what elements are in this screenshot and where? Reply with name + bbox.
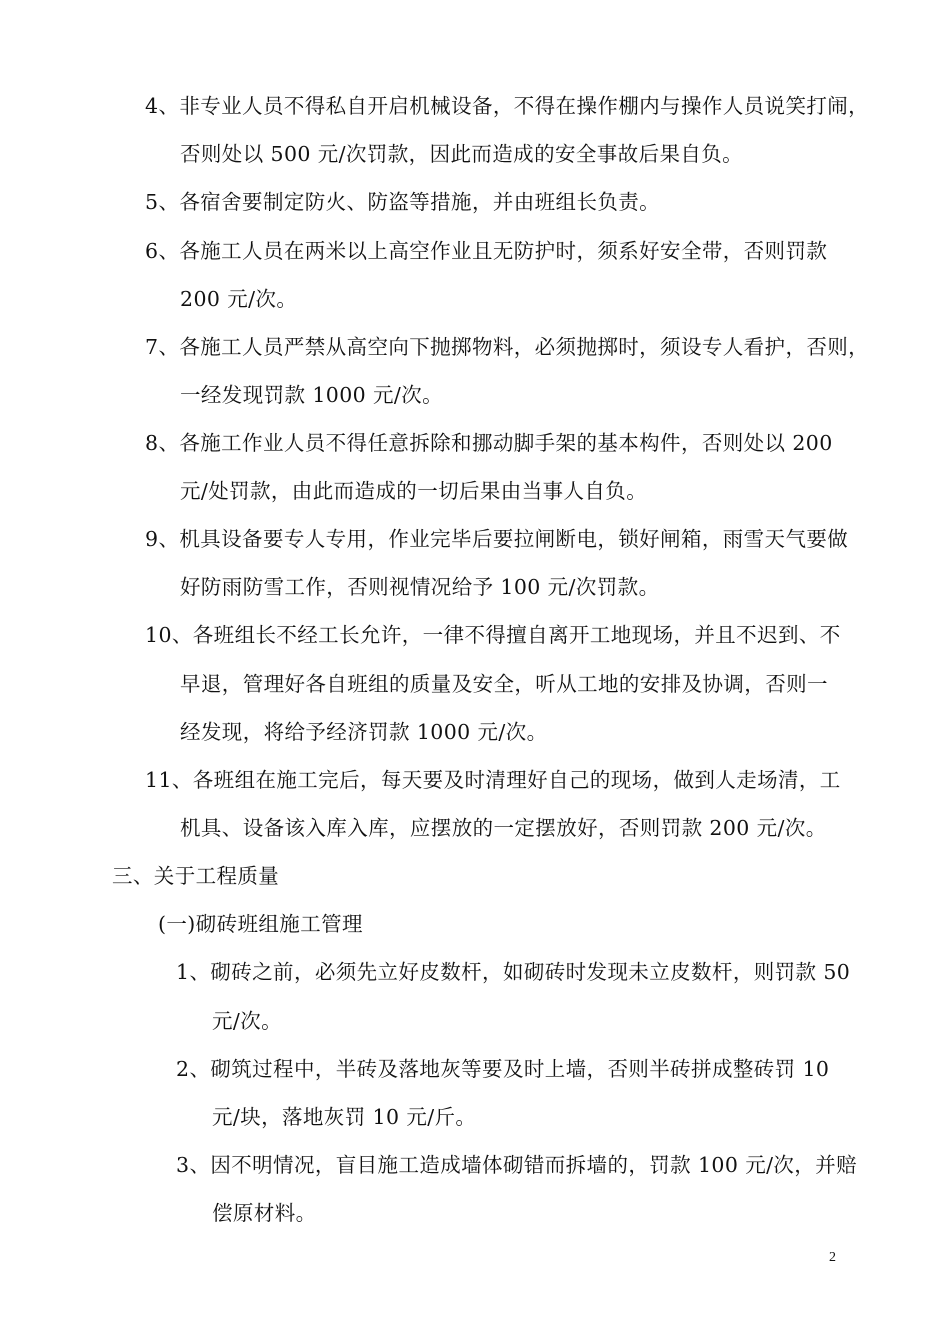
sub-item-1-line-2: 元/次。: [212, 1009, 283, 1033]
item-8-line-2: 元/处罚款，由此而造成的一切后果由当事人自负。: [180, 479, 648, 503]
item-5-line-1: 5、各宿舍要制定防火、防盗等措施，并由班组长负责。: [145, 190, 661, 214]
item-11-line-2: 机具、设备该入库入库，应摆放的一定摆放好，否则罚款 200 元/次。: [180, 816, 827, 840]
item-6-line-2: 200 元/次。: [180, 287, 298, 311]
item-4-line-1: 4、非专业人员不得私自开启机械设备，不得在操作棚内与操作人员说笑打闹，: [145, 94, 870, 118]
subsection-heading: (一)砌砖班组施工管理: [158, 912, 363, 936]
sub-item-3-line-1: 3、因不明情况，盲目施工造成墙体砌错而拆墙的，罚款 100 元/次，并赔: [176, 1153, 858, 1177]
item-7-line-2: 一经发现罚款 1000 元/次。: [180, 383, 444, 407]
item-9-line-2: 好防雨防雪工作，否则视情况给予 100 元/次罚款。: [180, 575, 660, 599]
sub-item-3-line-2: 偿原材料。: [212, 1201, 317, 1225]
section-heading: 三、关于工程质量: [112, 864, 280, 888]
item-10-line-3: 经发现，将给予经济罚款 1000 元/次。: [180, 720, 548, 744]
item-9-line-1: 9、机具设备要专人专用，作业完毕后要拉闸断电，锁好闸箱，雨雪天气要做: [145, 527, 849, 551]
sub-item-2-line-2: 元/块，落地灰罚 10 元/斤。: [212, 1105, 477, 1129]
sub-item-1-line-1: 1、砌砖之前，必须先立好皮数杆，如砌砖时发现未立皮数杆，则罚款 50: [176, 960, 851, 984]
item-8-line-1: 8、各施工作业人员不得任意拆除和挪动脚手架的基本构件，否则处以 200: [145, 431, 833, 455]
item-4-line-2: 否则处以 500 元/次罚款，因此而造成的安全事故后果自负。: [180, 142, 744, 166]
item-11-line-1: 11、各班组在施工完后，每天要及时清理好自己的现场，做到人走场清，工: [145, 768, 841, 792]
item-10-line-1: 10、各班组长不经工长允许，一律不得擅自离开工地现场，并且不迟到、不: [145, 623, 841, 647]
item-7-line-1: 7、各施工人员严禁从高空向下抛掷物料，必须抛掷时，须设专人看护，否则，: [145, 335, 870, 359]
item-6-line-1: 6、各施工人员在两米以上高空作业且无防护时，须系好安全带，否则罚款: [145, 239, 828, 263]
page-number: 2: [829, 1250, 836, 1265]
sub-item-2-line-1: 2、砌筑过程中，半砖及落地灰等要及时上墙，否则半砖拼成整砖罚 10: [176, 1057, 830, 1081]
item-10-line-2: 早退，管理好各自班组的质量及安全，听从工地的安排及协调，否则一: [180, 672, 828, 696]
